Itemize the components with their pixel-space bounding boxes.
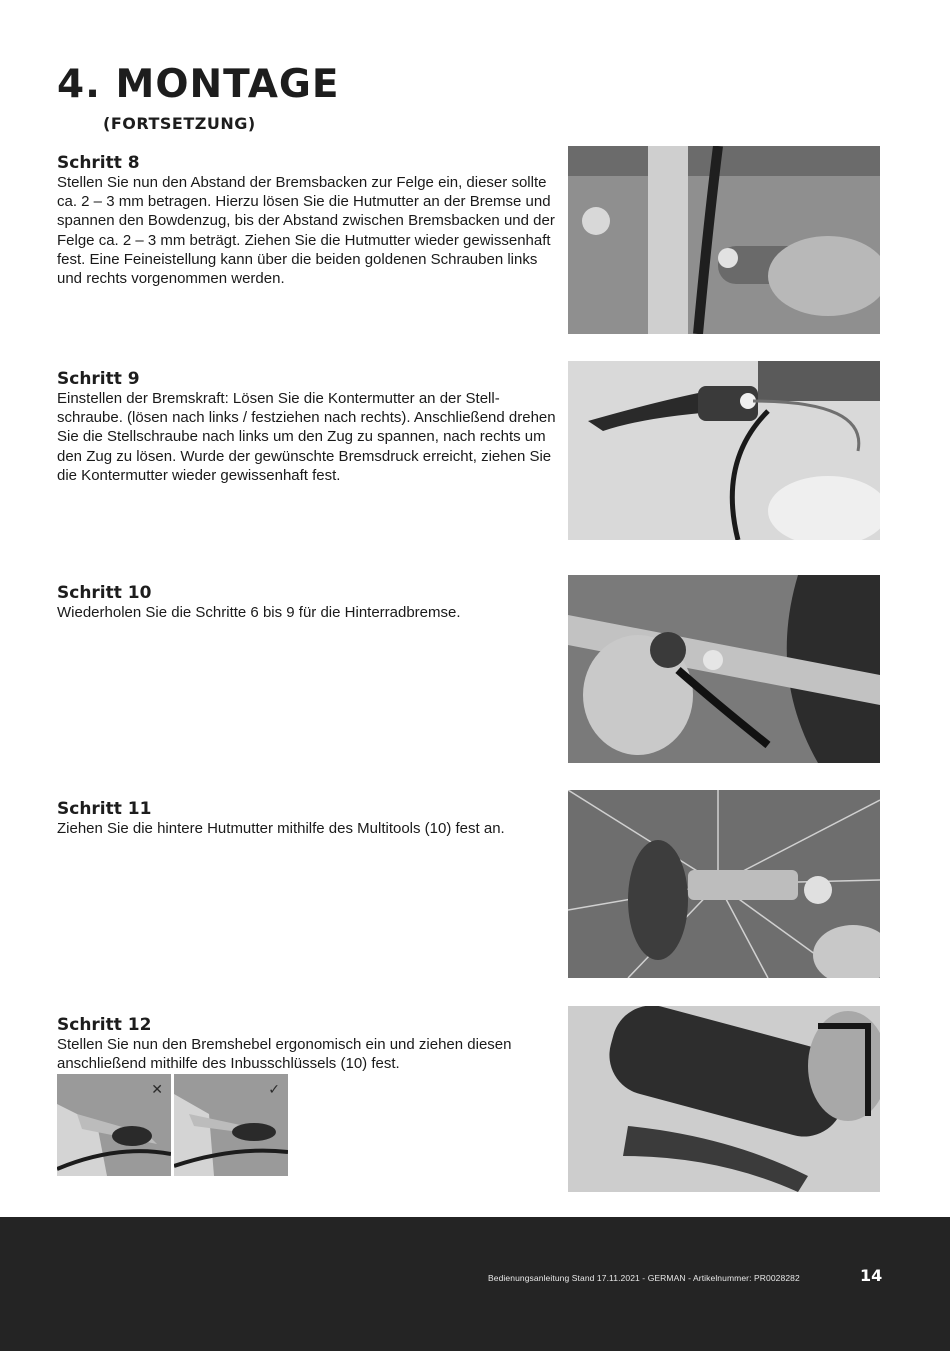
step-text: Einstellen der Bremskraft: Lösen Sie die Kontermutter an der Stell-schraube. (lösen nach links / festziehen nach rechts). Anschließend drehen Sie die Stellschraube nach links um den Zug zu spannen, nach rechts um den Zug zu lösen. Wurde der gewünschte Bremsdruck erreicht, ziehen Sie die Kontermutter wieder gewissenhaft fest. <box>57 390 556 484</box>
step-10-photo <box>568 575 880 763</box>
step-11-photo <box>568 790 880 978</box>
correct-position-image <box>174 1074 288 1176</box>
footer-text: Bedienungsanleitung Stand 17.11.2021 - GERMAN - Artikelnummer: PR0028282 <box>488 1273 800 1283</box>
step-heading: Schritt 8 <box>57 153 140 173</box>
wrong-mark-icon: ✕ <box>151 1082 163 1098</box>
step-8 <box>57 153 557 288</box>
step-12 <box>57 1015 557 1073</box>
step-text: Ziehen Sie die hintere Hutmutter mithilfe des Multitools (10) fest an. <box>57 820 505 837</box>
step-text: Stellen Sie nun den Bremshebel ergonomisch ein und ziehen diesen anschließend mithilfe des Inbusschlüssels (10) fest. <box>57 1036 512 1073</box>
step-text: Wiederholen Sie die Schritte 6 bis 9 für die Hinterradbremse. <box>57 604 461 621</box>
step-11 <box>57 799 557 838</box>
page-subtitle: (FORTSETZUNG) <box>103 114 256 133</box>
step-9 <box>57 369 557 485</box>
check-mark-icon: ✓ <box>268 1082 280 1098</box>
step-8-photo <box>568 146 880 334</box>
step-10 <box>57 583 557 622</box>
step-heading: Schritt 10 <box>57 583 152 603</box>
page-title: 4. MONTAGE <box>57 62 340 107</box>
footer-band <box>0 1217 950 1351</box>
step-text: Stellen Sie nun den Abstand der Bremsbacken zur Felge ein, dieser sollte ca. 2 – 3 mm betragen. Hierzu lösen Sie die Hutmutter an der Bremse und spannen den Bowdenzug, bis der Abstand zwischen Bremsbacken und der Felge ca. 2 – 3 mm beträgt. Ziehen Sie die Hutmutter wieder gewissenhaft fest. Eine Feineistellung kann über die beiden goldenen Schrauben links und rechts vorgenommen werden. <box>57 174 555 288</box>
step-heading: Schritt 12 <box>57 1015 152 1035</box>
wrong-position-image <box>57 1074 171 1176</box>
step-12-photo <box>568 1006 880 1192</box>
step-heading: Schritt 9 <box>57 369 140 389</box>
step-9-photo <box>568 361 880 540</box>
step-heading: Schritt 11 <box>57 799 152 819</box>
page-number: 14 <box>860 1266 883 1285</box>
